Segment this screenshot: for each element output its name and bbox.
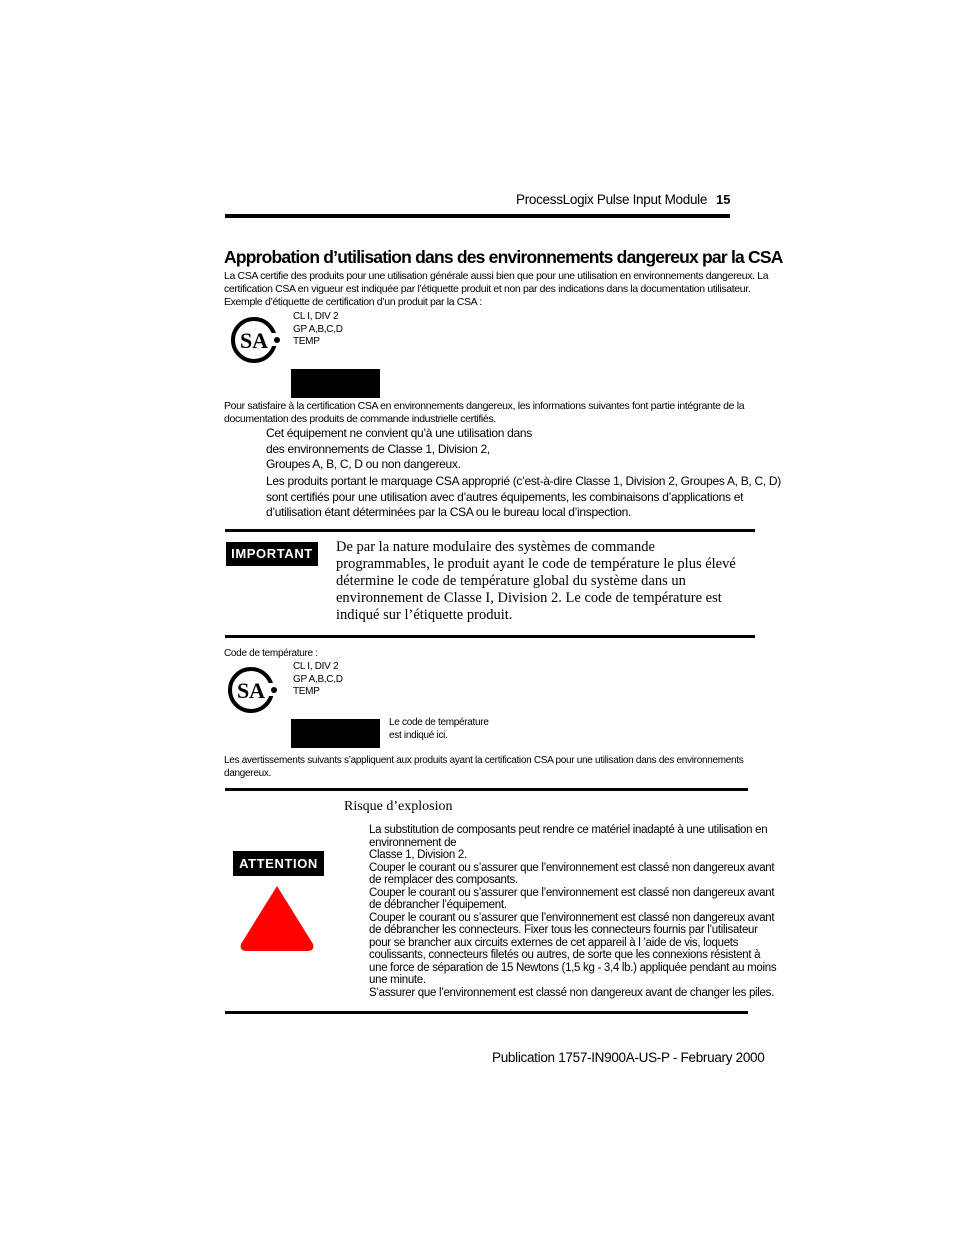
running-title: ProcessLogix Pulse Input Module (516, 192, 708, 207)
requirement-line: d’utilisation étant déterminées par la CSA ou le bureau local d’inspection. (266, 505, 632, 519)
attention-line: Couper le courant ou s’assurer que l’environnement est classé non dangereux avant (369, 861, 775, 874)
requirements-line: Pour satisfaire à la certification CSA en environnements dangereux, les informations suivantes font partie intégrante de la (224, 400, 745, 412)
marking-line: TEMP (293, 686, 320, 697)
attention-line: une minute. (369, 974, 426, 986)
attention-line: S’assurer que l’environnement est classé non dangereux avant de changer les piles. (369, 986, 774, 999)
attention-line: La substitution de composants peut rendre ce matériel inadapté à une utilisation en (369, 824, 768, 836)
warnings-intro-line: dangereux. (224, 767, 272, 779)
important-top-rule (225, 529, 755, 532)
attention-line: coulissants, connecteurs filetés ou autres, de sorte que les connexions résistent à (369, 949, 761, 961)
attention-line: Classe 1, Division 2. (369, 849, 467, 861)
note-line: Le code de température (389, 717, 489, 728)
requirement-item-1 (266, 426, 532, 473)
attention-line: Couper le courant ou s’assurer que l’environnement est classé non dangereux avant (369, 911, 775, 924)
attention-bottom-rule (225, 1011, 748, 1014)
temperature-code-box (291, 719, 380, 748)
temperature-code-caption: Code de température : (224, 648, 318, 659)
attention-top-rule (225, 788, 748, 791)
attention-line: pour se brancher aux circuits externes de cet appareil à l ’aide de vis, loquets (369, 936, 739, 949)
intro-line: La CSA certifie des produits pour une utilisation générale aussi bien que pour une utilisation en environnements dangereux. La (224, 270, 769, 282)
warnings-intro (224, 755, 743, 780)
publication-footer: Publication 1757-IN900A-US-P - February 2000 (492, 1050, 765, 1065)
attention-line: une force de séparation de 15 Newtons (1,5 kg - 3,4 lb.) appliquée pendant au moins (369, 961, 777, 974)
requirement-line: Les produits portant le marquage CSA approprié (c’est-à-dire Classe 1, Division 2, Groupes A, B, C, D) (266, 474, 781, 488)
requirement-line: sont certifiés pour une utilisation avec d’autres équipements, les combinaisons d’applications et (266, 489, 744, 504)
requirement-item-2 (266, 474, 781, 521)
csa-logo (228, 664, 280, 716)
note-line: est indiqué ici. (389, 729, 448, 741)
attention-line: Couper le courant ou s’assurer que l’environnement est classé non dangereux avant (369, 886, 775, 899)
warnings-intro-line: Les avertissements suivants s’appliquent aux produits ayant la certification CSA pour une utilisation dans des environnements (224, 755, 744, 766)
attention-line: environnement de (369, 836, 457, 849)
temperature-code-box (291, 369, 380, 398)
attention-line: de débrancher les connecteurs. Fixer tous les connecteurs fournis par l’utilisateur (369, 924, 758, 936)
intro-line: Exemple d’étiquette de certification d’un produit par la CSA : (224, 296, 482, 308)
important-bottom-rule (225, 635, 755, 638)
marking-line: TEMP (293, 336, 320, 347)
requirements-text (224, 400, 744, 426)
requirement-line: des environnements de Classe 1, Division 2, (266, 441, 490, 456)
section-intro (224, 270, 768, 309)
important-line: indiqué sur l’étiquette produit. (336, 607, 513, 623)
marking-line: CL I, DIV 2 (293, 311, 339, 322)
marking-line: GP A,B,C,D (293, 323, 343, 335)
attention-line: de débrancher l’équipement. (369, 899, 507, 911)
intro-line: certification CSA en vigueur est indiquée par l’étiquette produit et non par des indications dans la documentation utilisateur. (224, 283, 751, 295)
requirement-line: Cet équipement ne convient qu’à une utilisation dans (266, 426, 532, 440)
marking-line: CL I, DIV 2 (293, 661, 339, 672)
certification-marking (293, 661, 343, 699)
warning-triangle-icon (237, 882, 317, 954)
page-number: 15 (716, 192, 731, 207)
csa-logo (231, 314, 283, 366)
requirements-line: documentation des produits de commande industrielle certifiés. (224, 413, 496, 425)
important-line: programmables, le produit ayant le code de température le plus élevé (336, 556, 736, 572)
attention-tag: ATTENTION (233, 851, 324, 876)
temperature-code-note (389, 717, 489, 742)
section-title: Approbation d’utilisation dans des environnements dangereux par la CSA (224, 247, 783, 267)
certification-marking (293, 311, 343, 349)
attention-text (369, 824, 776, 999)
important-line: détermine le code de température global du système dans un (336, 573, 686, 589)
important-line: environnement de Classe I, Division 2. Le code de température est (336, 590, 722, 606)
marking-line: GP A,B,C,D (293, 673, 343, 685)
attention-line: de remplacer des composants. (369, 874, 518, 886)
important-text (336, 539, 736, 624)
header-rule (225, 214, 730, 218)
attention-heading: Risque d’explosion (344, 799, 453, 814)
requirement-line: Groupes A, B, C, D ou non dangereux. (266, 457, 461, 471)
svg-text:SA: SA (236, 678, 266, 703)
important-line: De par la nature modulaire des systèmes de commande (336, 539, 655, 555)
important-tag: IMPORTANT (226, 542, 318, 566)
svg-text:SA: SA (239, 328, 269, 353)
